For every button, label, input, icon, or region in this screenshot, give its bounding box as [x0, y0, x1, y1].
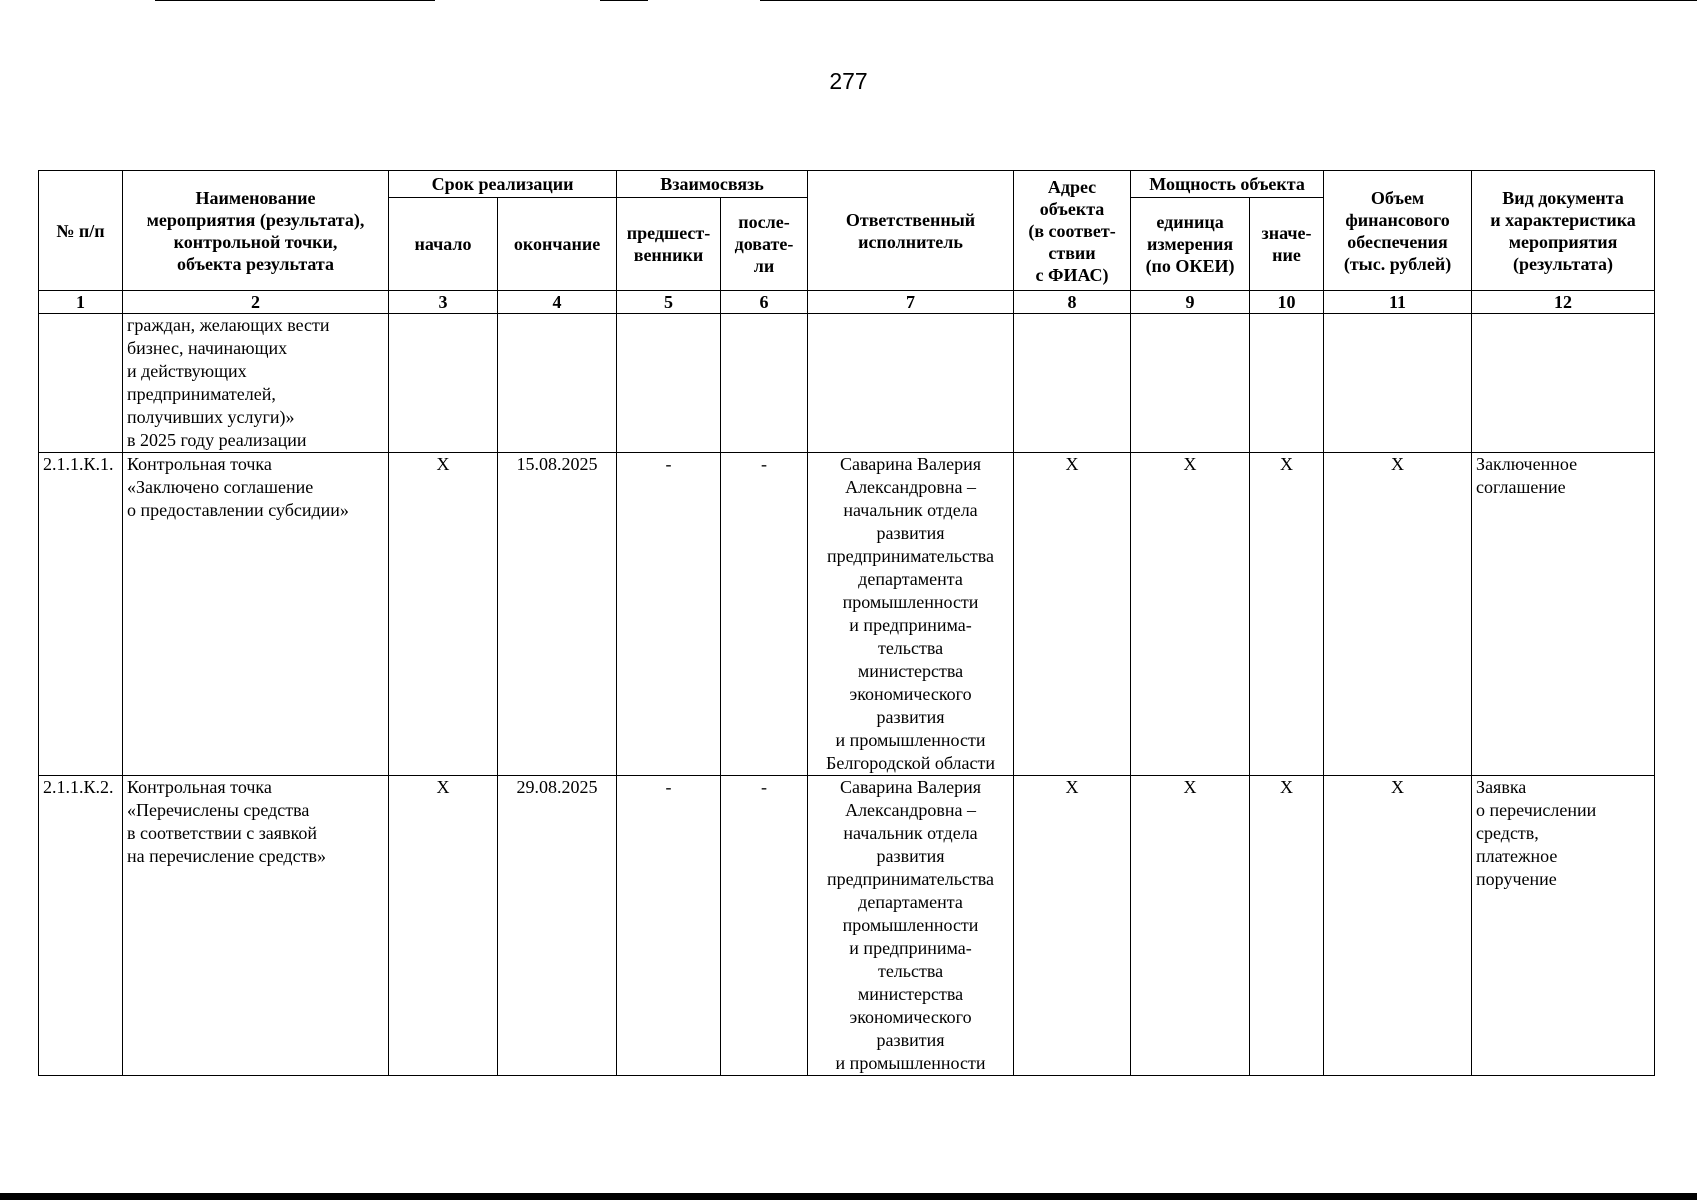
cell-document: Заявка о перечислении средств, платежное поручение — [1472, 776, 1655, 1076]
cell-financing: X — [1324, 776, 1472, 1076]
cell-unit: X — [1131, 453, 1250, 776]
cell-value: X — [1250, 776, 1324, 1076]
cell-responsible: Саварина Валерия Александровна – начальник отдела развития предпринимательства департамента промышленности и предпринима- тельства министерства экономического развития и промышленности Белгородской области — [808, 453, 1014, 776]
table-row-k1 — [39, 453, 1655, 776]
header-column-numbers — [39, 291, 1655, 314]
cell-end: 15.08.2025 — [498, 453, 617, 776]
column-number: 7 — [808, 291, 1014, 314]
cell-financing: X — [1324, 453, 1472, 776]
header-document: Вид документа и характеристика мероприятия (результата) — [1472, 171, 1655, 291]
cell-address: X — [1014, 776, 1131, 1076]
cell-successors: - — [721, 776, 808, 1076]
cell-start: X — [389, 453, 498, 776]
table-row-k2 — [39, 776, 1655, 1076]
column-number: 1 — [39, 291, 123, 314]
cell-address — [1014, 314, 1131, 453]
column-number: 12 — [1472, 291, 1655, 314]
column-number: 5 — [617, 291, 721, 314]
cell-responsible — [808, 314, 1014, 453]
cell-end: 29.08.2025 — [498, 776, 617, 1076]
header-responsible: Ответственный исполнитель — [808, 171, 1014, 291]
cell-start: X — [389, 776, 498, 1076]
column-number: 9 — [1131, 291, 1250, 314]
header-power-group: Мощность объекта — [1131, 171, 1324, 198]
header-end: окончание — [498, 198, 617, 291]
bottom-edge-rule — [0, 1193, 1697, 1200]
cell-predecessors: - — [617, 453, 721, 776]
cell-unit: X — [1131, 776, 1250, 1076]
cell-value — [1250, 314, 1324, 453]
header-value: значе- ние — [1250, 198, 1324, 291]
cell-name: Контрольная точка «Перечислены средства в соответствии с заявкой на перечисление средств» — [123, 776, 389, 1076]
header-financing: Объем финансового обеспечения (тыс. рублей) — [1324, 171, 1472, 291]
column-number: 8 — [1014, 291, 1131, 314]
cell-start — [389, 314, 498, 453]
header-row-groups — [39, 171, 1655, 198]
header-link-group: Взаимосвязь — [617, 171, 808, 198]
cell-successors: - — [721, 453, 808, 776]
cell-address: X — [1014, 453, 1131, 776]
top-edge-rule — [600, 0, 648, 1]
column-number: 2 — [123, 291, 389, 314]
header-name: Наименование мероприятия (результата), контрольной точки, объекта результата — [123, 171, 389, 291]
column-number: 10 — [1250, 291, 1324, 314]
cell-predecessors: - — [617, 776, 721, 1076]
cell-number: 2.1.1.К.1. — [39, 453, 123, 776]
cell-responsible: Саварина Валерия Александровна – начальник отдела развития предпринимательства департамента промышленности и предпринима- тельства министерства экономического развития и промышленности — [808, 776, 1014, 1076]
header-number: № п/п — [39, 171, 123, 291]
header-successors: после- довате- ли — [721, 198, 808, 291]
cell-financing — [1324, 314, 1472, 453]
header-period-group: Срок реализации — [389, 171, 617, 198]
cell-predecessors — [617, 314, 721, 453]
table-row-continuation — [39, 314, 1655, 453]
top-edge-rule — [155, 0, 435, 1]
cell-number: 2.1.1.К.2. — [39, 776, 123, 1076]
column-number: 6 — [721, 291, 808, 314]
cell-end — [498, 314, 617, 453]
page-number: 277 — [829, 68, 868, 94]
column-number: 3 — [389, 291, 498, 314]
cell-name: граждан, желающих вести бизнес, начинающих и действующих предпринимателей, получивших услуги)» в 2025 году реализации — [123, 314, 389, 453]
cell-successors — [721, 314, 808, 453]
cell-name: Контрольная точка «Заключено соглашение о предоставлении субсидии» — [123, 453, 389, 776]
cell-value: X — [1250, 453, 1324, 776]
cell-number — [39, 314, 123, 453]
column-number: 4 — [498, 291, 617, 314]
header-unit: единица измерения (по ОКЕИ) — [1131, 198, 1250, 291]
cell-document — [1472, 314, 1655, 453]
header-address: Адрес объекта (в соответ- ствии с ФИАС) — [1014, 171, 1131, 291]
cell-document: Заключенное соглашение — [1472, 453, 1655, 776]
header-predecessors: предшест- венники — [617, 198, 721, 291]
header-start: начало — [389, 198, 498, 291]
plan-table — [38, 170, 1655, 1076]
cell-unit — [1131, 314, 1250, 453]
top-edge-rule — [760, 0, 1697, 1]
column-number: 11 — [1324, 291, 1472, 314]
